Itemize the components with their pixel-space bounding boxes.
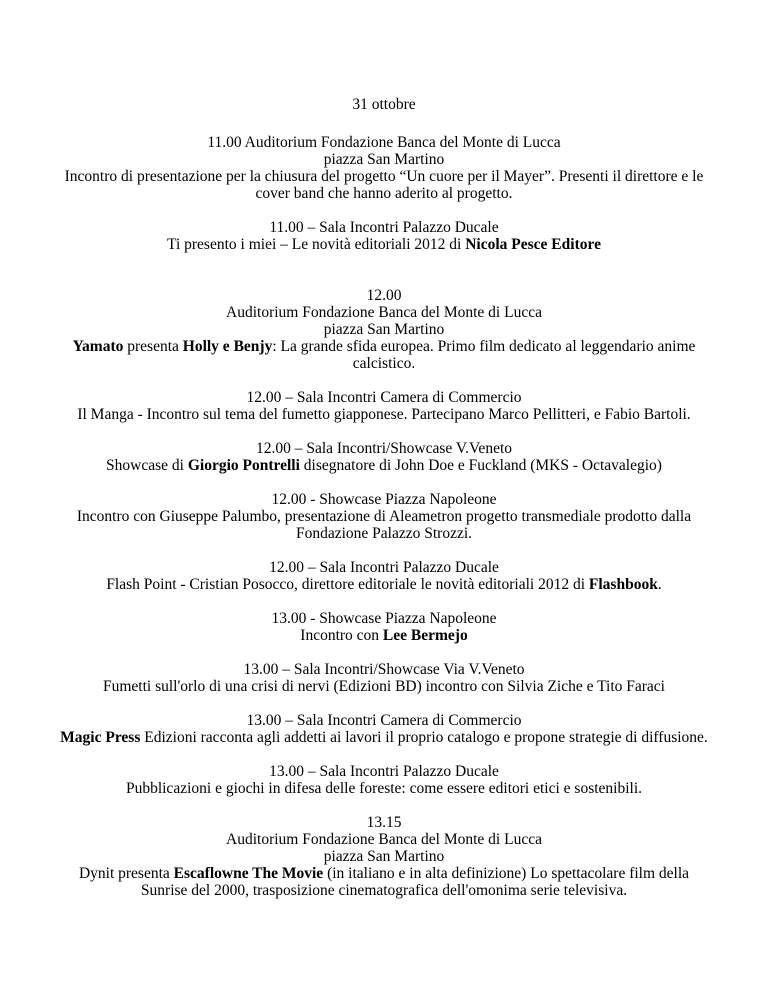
event-description: Showcase di Giorgio Pontrelli disegnatore di John Doe e Fuckland (MKS - Octavalegio) <box>106 457 662 474</box>
event-6 <box>60 491 708 542</box>
event-9 <box>60 661 708 695</box>
event-time-venue: 12.00 – Sala Incontri/Showcase V.Veneto <box>256 440 512 457</box>
event-time-venue: 12.00 - Showcase Piazza Napoleone <box>271 491 497 508</box>
event-5 <box>60 440 708 474</box>
event-time-venue: 12.00 – Sala Incontri Palazzo Ducale <box>269 559 499 576</box>
event-description: Ti presento i miei – Le novità editoriali 2012 di Nicola Pesce Editore <box>167 236 601 253</box>
event-8 <box>60 610 708 644</box>
event-10 <box>60 712 708 746</box>
event-description: Incontro con Giuseppe Palumbo, presentazione di Aleametron progetto transmediale prodotto dalla Fondazione Palazzo Strozzi. <box>76 508 692 542</box>
event-description: Flash Point - Cristian Posocco, direttore editoriale le novità editoriali 2012 di Flashbook. <box>106 576 662 593</box>
event-11 <box>60 763 708 797</box>
event-7 <box>60 559 708 593</box>
event-description: Incontro con Lee Bermejo <box>300 627 468 644</box>
event-description: Yamato presenta Holly e Benjy: La grande sfida europea. Primo film dedicato al leggendario anime calcistico. <box>72 338 696 372</box>
film-title: Escaflowne The Movie <box>173 865 324 882</box>
event-location: piazza San Martino <box>323 151 445 168</box>
event-description: Fumetti sull'orlo di una crisi di nervi (Edizioni BD) incontro con Silvia Ziche e Tito Faraci <box>102 678 665 695</box>
event-3 <box>60 287 708 372</box>
event-1 <box>60 134 708 202</box>
event-description: Il Manga - Incontro sul tema del fumetto giapponese. Partecipano Marco Pellitteri, e Fabio Bartoli. <box>77 406 691 423</box>
event-time-venue: 13.00 – Sala Incontri Palazzo Ducale <box>269 763 499 780</box>
event-description: Dynit presenta Escaflowne The Movie (in italiano e in alta definizione) Lo spettacolare film della Sunrise del 2000, trasposizione cinematografica dell'omonima serie televisiva. <box>78 865 690 899</box>
event-description: Pubblicazioni e giochi in difesa delle foreste: come essere editori etici e sostenibili. <box>125 780 643 797</box>
artist-name: Lee Bermejo <box>382 627 468 644</box>
artist-name: Giorgio Pontrelli <box>187 457 300 474</box>
event-4 <box>60 389 708 423</box>
publisher-name: Flashbook <box>588 576 658 593</box>
event-location: piazza San Martino <box>323 848 445 865</box>
event-description: Incontro di presentazione per la chiusura del progetto “Un cuore per il Mayer”. Presenti il direttore e le cover band che hanno aderito al progetto. <box>64 168 704 202</box>
event-2 <box>60 219 708 253</box>
event-time-venue: 11.00 Auditorium Fondazione Banca del Monte di Lucca <box>207 134 561 151</box>
publisher-name: Magic Press <box>60 729 141 746</box>
event-venue: Auditorium Fondazione Banca del Monte di Lucca <box>226 304 542 321</box>
event-time-venue: 13.00 - Showcase Piazza Napoleone <box>271 610 497 627</box>
schedule-date: 31 ottobre <box>352 96 416 113</box>
publisher-name: Nicola Pesce Editore <box>465 236 601 253</box>
event-time: 12.00 <box>366 287 402 304</box>
film-title: Holly e Benjy <box>182 338 273 355</box>
event-location: piazza San Martino <box>323 321 445 338</box>
company-name: Yamato <box>72 338 124 355</box>
event-time-venue: 13.00 – Sala Incontri/Showcase Via V.Veneto <box>243 661 525 678</box>
event-12 <box>60 814 708 899</box>
event-venue: Auditorium Fondazione Banca del Monte di Lucca <box>226 831 542 848</box>
event-time-venue: 13.00 – Sala Incontri Camera di Commercio <box>246 712 522 729</box>
event-time-venue: 12.00 – Sala Incontri Camera di Commercio <box>246 389 522 406</box>
event-time: 13.15 <box>366 814 402 831</box>
event-time-venue: 11.00 – Sala Incontri Palazzo Ducale <box>269 219 499 236</box>
event-description: Magic Press Edizioni racconta agli addetti ai lavori il proprio catalogo e propone strategie di diffusione. <box>60 729 708 746</box>
schedule <box>60 96 708 916</box>
